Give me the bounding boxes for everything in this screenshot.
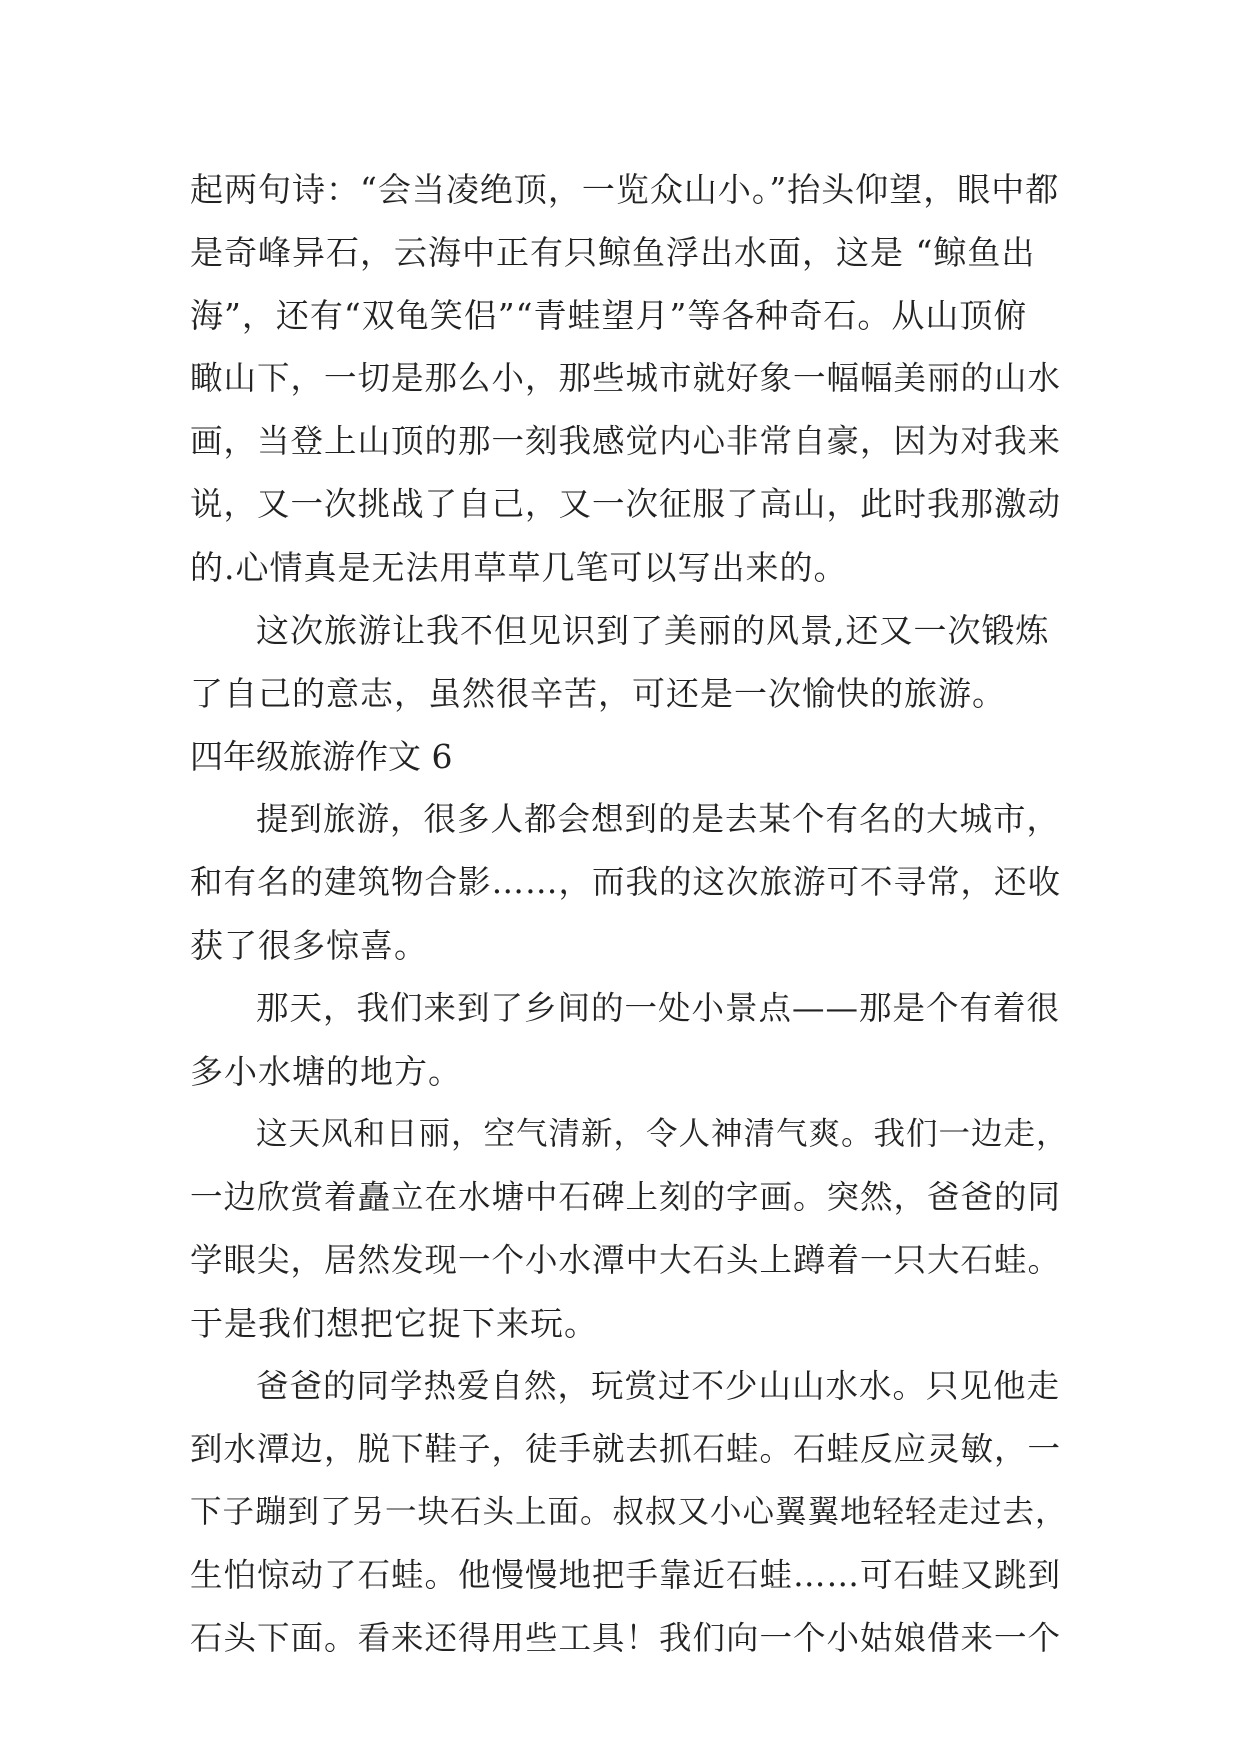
text-line: 学眼尖，居然发现一个小水潭中大石头上蹲着一只大石蛙。 (190, 1241, 1062, 1279)
text-line: 爸爸的同学热爱自然，玩赏过不少山山水水。只见他走 (256, 1367, 1061, 1405)
text-line: 是奇峰异石，云海中正有只鲸鱼浮出水面，这是 “鲸鱼出 (190, 233, 1036, 272)
text-line: 一边欣赏着矗立在水塘中石碑上刻的字画。突然，爸爸的同 (190, 1178, 1062, 1216)
text-line: 多小水塘的地方。 (190, 1052, 462, 1091)
text-line: 到水潭边，脱下鞋子，徒手就去抓石蛙。石蛙反应灵敏，一 (190, 1430, 1062, 1468)
text-line: 这次旅游让我不但见识到了美丽的风景,还又一次锻炼 (256, 611, 1050, 650)
text-line: 这天风和日丽，空气清新，令人神清气爽。我们一边走， (256, 1116, 1069, 1152)
section-heading: 四年级旅游作文 6 (190, 737, 453, 776)
text-line: 瞰山下，一切是那么小，那些城市就好象一幅幅美丽的山水 (190, 359, 1062, 397)
text-line: 石头下面。看来还得用些工具！我们向一个小姑娘借来一个 (190, 1619, 1062, 1657)
text-line: 生怕惊动了石蛙。他慢慢地把手靠近石蛙……可石蛙又跳到 (190, 1556, 1062, 1594)
text-line: 获了很多惊喜。 (190, 926, 428, 965)
document-body (190, 158, 1070, 1670)
text-line: 了自己的意志，虽然很辛苦，可还是一次愉快的旅游。 (190, 674, 1006, 713)
text-line: 和有名的建筑物合影……，而我的这次旅游可不寻常，还收 (190, 863, 1062, 901)
text-line: 那天，我们来到了乡间的一处小景点——那是个有着很 (256, 989, 1061, 1027)
text-line: 海”，还有“双龟笑侣”“青蛙望月”等各种奇石。从山顶俯 (190, 296, 1028, 335)
text-line: 下子蹦到了另一块石头上面。叔叔又小心翼翼地轻轻走过去， (190, 1494, 1068, 1530)
text-line: 起两句诗：“会当凌绝顶，一览众山小。”抬头仰望，眼中都 (190, 170, 1060, 209)
text-line: 的.心情真是无法用草草几笔可以写出来的。 (190, 548, 848, 587)
text-line: 于是我们想把它捉下来玩。 (190, 1304, 598, 1343)
text-line: 画，当登上山顶的那一刻我感觉内心非常自豪，因为对我来 (190, 422, 1062, 460)
text-line: 说，又一次挑战了自己，又一次征服了高山，此时我那激动 (190, 485, 1062, 523)
text-line: 提到旅游，很多人都会想到的是去某个有名的大城市， (256, 800, 1061, 838)
